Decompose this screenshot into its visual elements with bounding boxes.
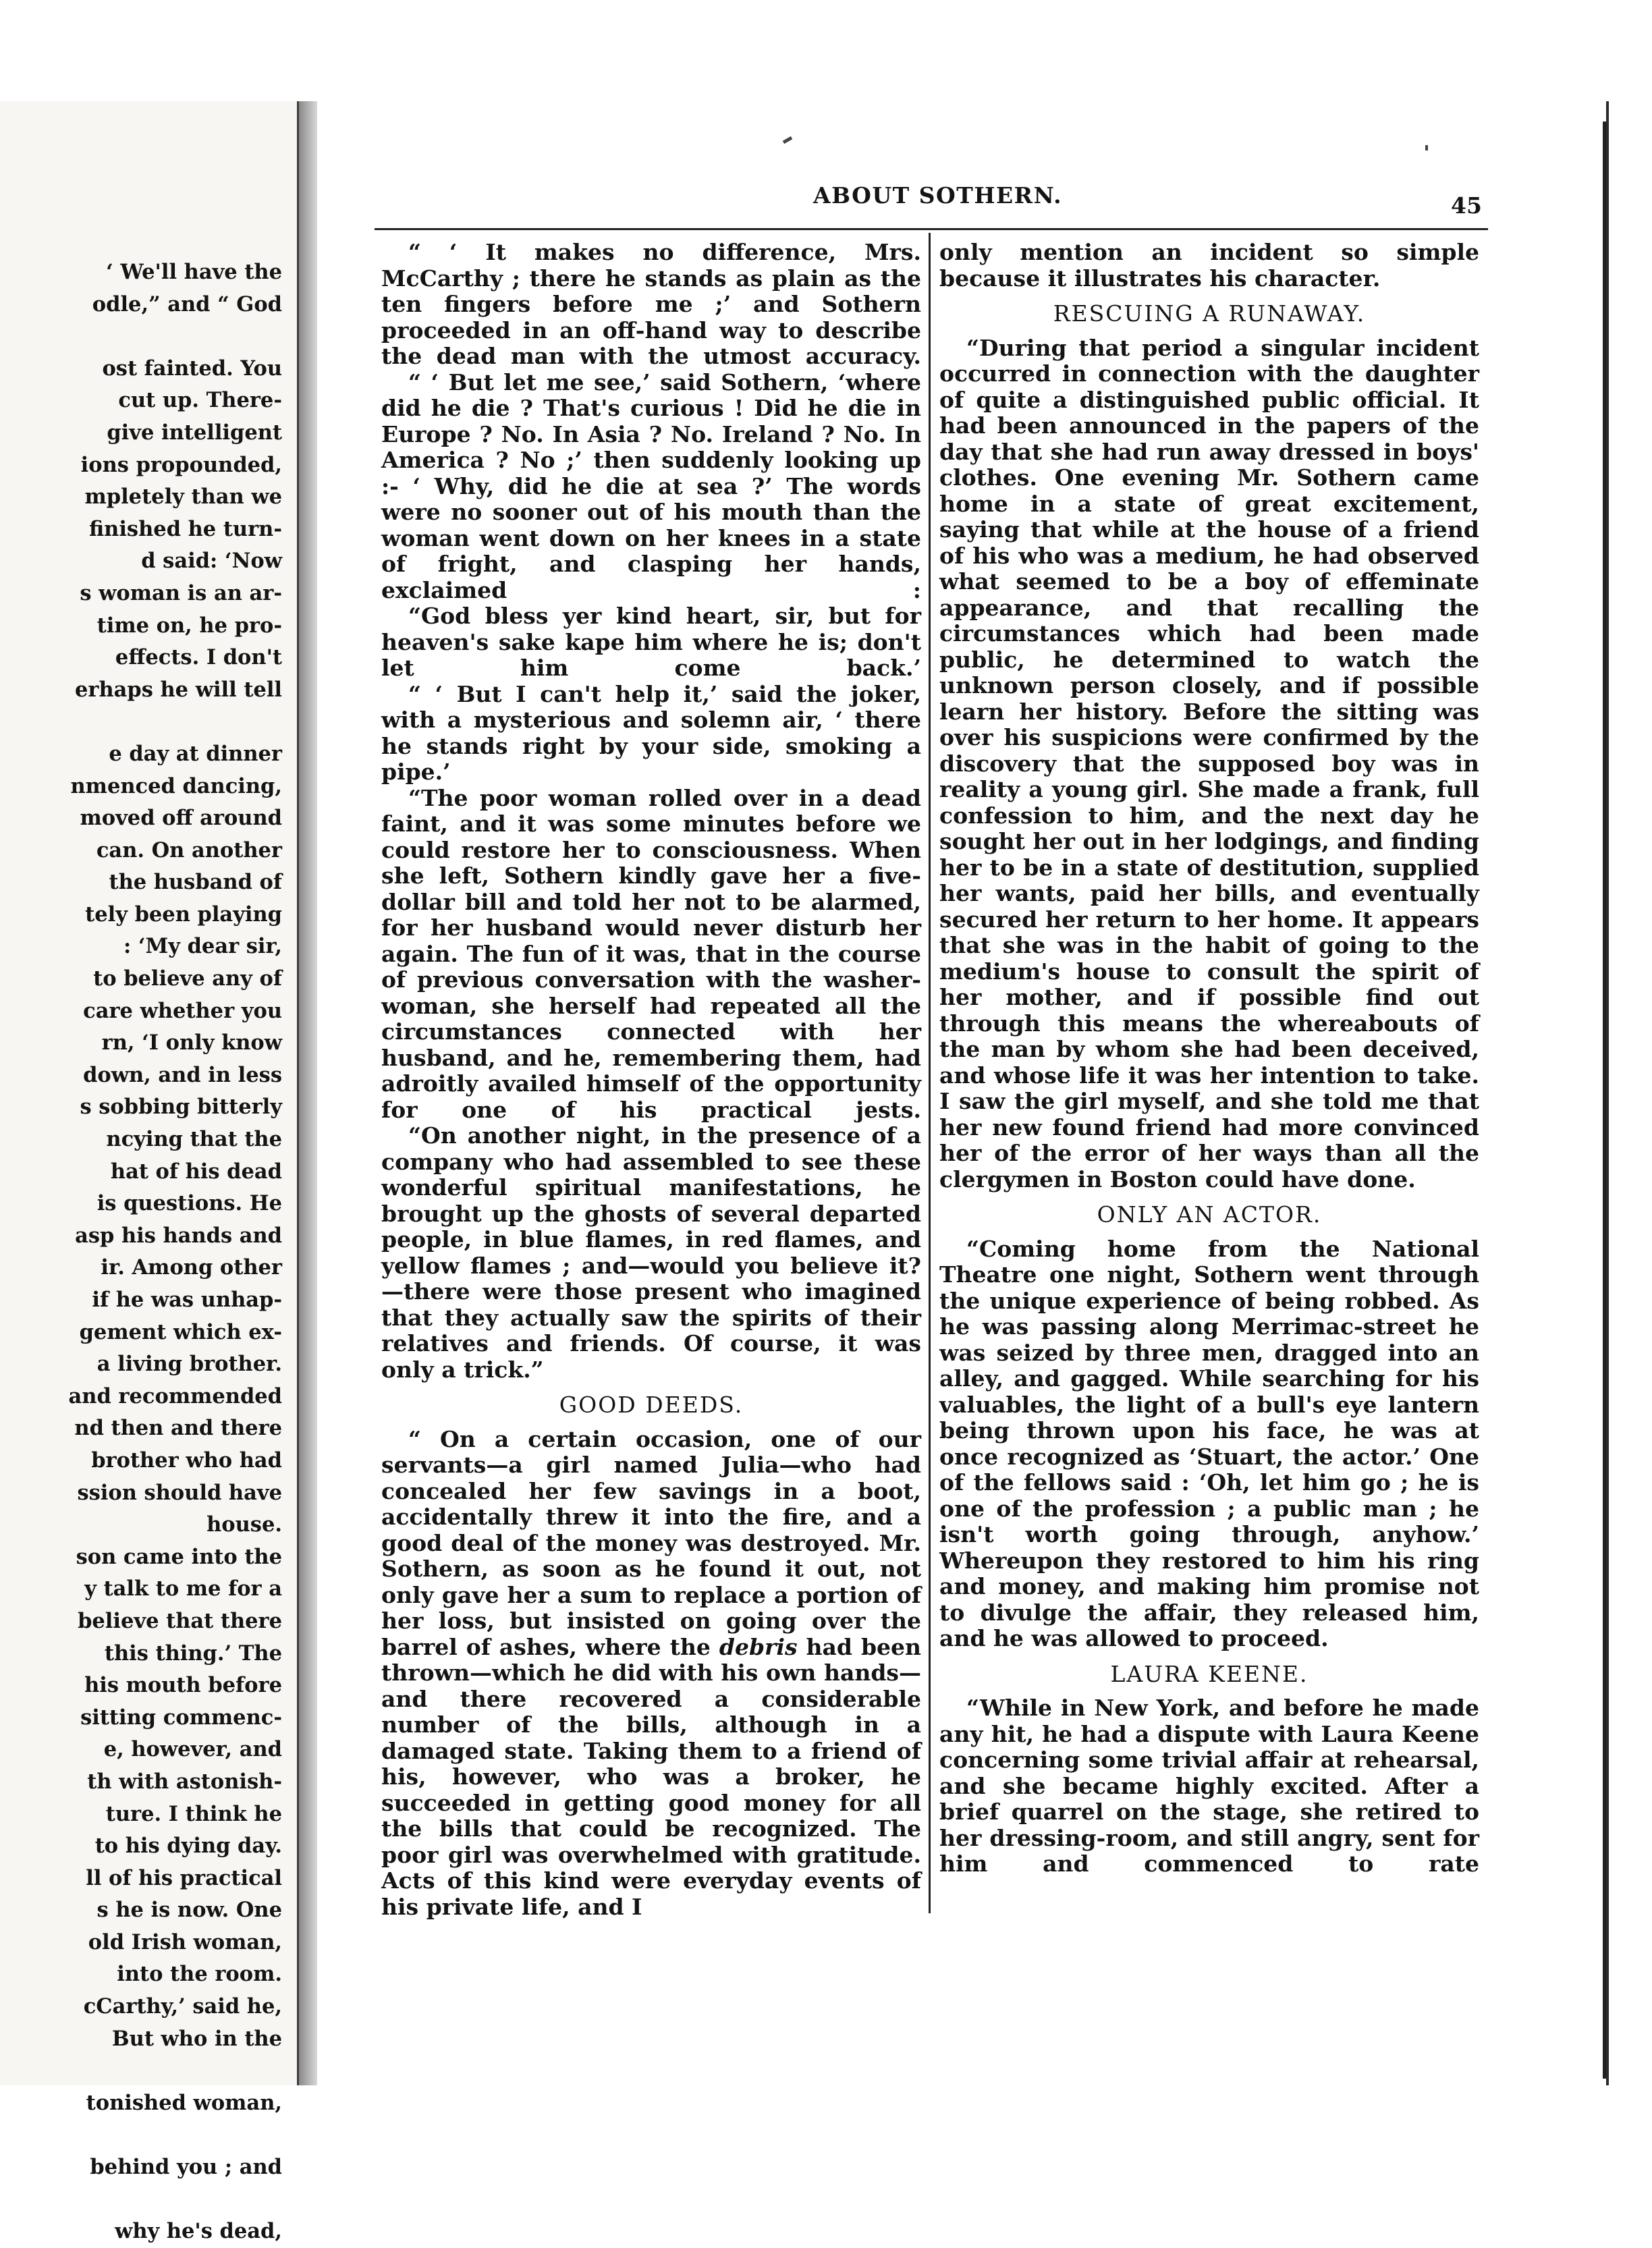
facing-page-line: why he's dead, (115, 2219, 282, 2244)
section-heading-rescuing: RESCUING A RUNAWAY. (1053, 300, 1366, 327)
facing-page-line: rn, ‘I only know (101, 1031, 282, 1056)
paragraph: only mention an incident so simple because it illustrates his character. (939, 239, 1479, 292)
facing-page-line: sitting commenc- (80, 1705, 282, 1730)
facing-page-line: nmenced dancing, (70, 773, 282, 798)
text-run: “ On a certain occasion, one of our servants—a girl named Julia—who had concealed her few savings in a boot, accidentally threw it into the fire, and a good deal of the money was destroyed. Mr. Sothern, as soon as he found it out, not only gave her a sum to replace a portion of her loss, but insisted on going over the barrel of ashes, where the (381, 1425, 921, 1660)
paragraph: “On another night, in the presence of a company who had assembled to see these wonderful spiritual manifestations, he brought up the ghosts of several departed people, in blue flames, in red flames, and yellow flames ; and—would you believe it?—there were those present who imagined that they actually saw the spirits of their relatives and friends. Of course, it was only a trick.” (381, 1122, 921, 1383)
page-number: 45 (1451, 192, 1482, 219)
facing-page-line: mpletely than we (84, 485, 282, 510)
column-divider (929, 233, 931, 1913)
header-rule (375, 228, 1488, 230)
facing-page-line: to his dying day. (94, 1834, 282, 1859)
facing-page-line: asp his hands and (75, 1223, 282, 1248)
facing-page-line: nd then and there (74, 1416, 282, 1441)
italic-word: debris (719, 1633, 798, 1660)
facing-page-line: to believe any of (93, 966, 282, 991)
facing-page-line: : ‘My dear sir, (123, 934, 282, 959)
facing-page-fragment (0, 101, 299, 2244)
facing-page-line: gement which ex- (79, 1319, 282, 1344)
facing-page-line: ncying that the (106, 1127, 282, 1152)
facing-page-text (0, 256, 282, 2248)
facing-page-line: tonished woman, (86, 2090, 282, 2115)
facing-page-line (0, 2184, 282, 2216)
facing-page-line: down, and in less (83, 1062, 282, 1087)
facing-page-line: if he was unhap- (92, 1288, 282, 1312)
ink-speck (1425, 145, 1428, 150)
facing-page-line: cut up. There- (118, 388, 282, 413)
facing-page-line: erhaps he will tell (74, 677, 282, 702)
facing-page-line: time on, he pro- (97, 613, 282, 638)
paragraph: “Coming home from the National Theatre one night, Sothern went through the unique experience of being robbed. As he was passing along Merrimac-street he was seized by three men, dragged into an alley, and gagged. While searching for his valuables, the light of a bull's eye lantern being thrown upon his face, he was at once recognized as ‘Stuart, the actor.’ One of the fellows said : ‘Oh, let him go ; he is one of the profession ; a public man ; he isn't worth going through, anyhow.’ Whereupon they restored to him his ring and money, and making him promise not to divulge the affair, they released him, and he was allowed to proceed. (939, 1235, 1479, 1651)
page-edge (1603, 121, 1606, 2079)
facing-page-line: can. On another (96, 838, 282, 862)
facing-page-line: ssion should have (77, 1480, 282, 1505)
facing-page-line (0, 2119, 282, 2151)
paragraph: “During that period a singular incident occurred in connection with the daughter of quite a distinguished public official. It had been announced in the papers of the day that she had run away dressed in boys' clothes. One evening Mr. Sothern came home in a state of great excitement, saying that while at the house of a friend of his who was a medium, he had observed what seemed to be a boy of effeminate appearance, and that recalling the circumstances which had been made public, he determined to watch the unknown person closely, and if possible learn her history. Before the sitting was over his suspicions were confirmed by the discovery that the supposed boy was in reality a young girl. She made a frank, full confession to him, and the next day he sought her out in her lodgings, and finding her to be in a state of destitution, supplied her wants, paid her bills, and eventually secured her return to her home. It appears that she was in the habit of going to the medium's house to consult the spirit of her mother, and if possible find out through this means the whereabouts of the man by whom she had been deceived, and whose life it was her intention to take. I saw the girl myself, and she told me that her new found friend had more convinced her of the error of her ways than all the clergymen in Boston could have done. (939, 334, 1479, 1192)
running-title: ABOUT SOTHERN. (813, 182, 1063, 209)
section-heading-good-deeds: GOOD DEEDS. (559, 1392, 744, 1418)
facing-page-line: into the room. (117, 1962, 282, 1987)
facing-page-line: behind you ; and (90, 2155, 282, 2180)
facing-page-line: is questions. He (97, 1191, 282, 1216)
facing-page-line (0, 321, 282, 353)
facing-page-line: tely been playing (85, 902, 282, 927)
facing-page-line: But who in the (111, 2026, 282, 2051)
facing-page-line: moved off around (80, 806, 282, 831)
facing-page-line: believe that there (78, 1608, 282, 1633)
facing-page-line: a living brother. (97, 1352, 282, 1377)
paragraph: “ ‘ But I can't help it,’ said the joker, with a mysterious and solemn air, ‘ there he stands right by your side, smoking a pipe.’ (381, 680, 921, 785)
facing-page-line: his mouth before (84, 1673, 282, 1698)
facing-page-line: s sobbing bitterly (80, 1095, 282, 1120)
facing-page-line: ir. Among other (101, 1255, 282, 1280)
paragraph: “ ‘ It makes no difference, Mrs. McCarthy ; there he stands as plain as the ten fingers before me ;’ and Sothern proceeded in an off-hand way to describe the dead man with the utmost accuracy. (381, 239, 921, 369)
facing-page-line: y talk to me for a (84, 1577, 282, 1601)
facing-page-line: ost fainted. You (102, 356, 282, 381)
text-column-left (381, 240, 921, 1920)
facing-page-line: s he is now. One (97, 1898, 282, 1923)
facing-page-line: old Irish woman, (88, 1929, 282, 1954)
facing-page-line: e day at dinner (109, 741, 282, 766)
facing-page-line: this thing.’ The (104, 1641, 282, 1666)
facing-page-line: th with astonish- (87, 1769, 282, 1794)
facing-page-line (0, 2055, 282, 2087)
paragraph-good-deeds (381, 1427, 921, 1921)
facing-page-line: ture. I think he (105, 1801, 282, 1826)
facing-page-line: and recommended (68, 1383, 282, 1408)
facing-page-line: odle,” and “ God (92, 292, 282, 317)
paragraph: “ ‘ But let me see,’ said Sothern, ‘where did he die ? That's curious ! Did he die in Europe ? No. In Asia ? No. Ireland ? No. In America ? No ;’ then suddenly looking up :- ‘ Why, did he die at sea ?’ The words were no sooner out of his mouth than the woman went down on her knees in a state of fright, and clasping her hands, exclaimed : (381, 368, 921, 603)
facing-page-line: brother who had (91, 1448, 282, 1473)
facing-page-line: ions propounded, (80, 452, 282, 477)
facing-page-line: house. (206, 1512, 282, 1537)
facing-page-line: give intelligent (107, 420, 282, 445)
text-column-right (939, 240, 1479, 1877)
facing-page-line: ll of his practical (86, 1865, 282, 1890)
text-run: had been thrown—which he did with his own hands—and there recovered a considerable number of the bills, although in a damaged state. Taking them to a friend of his, however, who was a broker, he succeeded in getting good money for all the bills that could be recognized. The poor girl was overwhelmed with gratitude. Acts of this kind were everyday events of his private life, and I (381, 1633, 921, 1920)
facing-page-line: ‘ We'll have the (106, 260, 282, 284)
section-heading-keene: LAURA KEENE. (1110, 1660, 1309, 1687)
facing-page-line: son came into the (76, 1544, 282, 1569)
paragraph: “God bless yer kind heart, sir, but for heaven's sake kape him where he is; don't let him come back.’ (381, 603, 921, 681)
paragraph: “While in New York, and before he made any hit, he had a dispute with Laura Keene concerning some trivial affair at rehearsal, and she became highly excited. After a brief quarrel on the stage, she retired to her dressing-room, and still angry, sent for him and commenced to rate (939, 1695, 1479, 1877)
facing-page-line: cCarthy,’ said he, (83, 1994, 282, 2019)
facing-page-line: effects. I don't (115, 645, 282, 670)
facing-page-line (0, 706, 282, 738)
facing-page-line: finished he turn- (89, 516, 282, 541)
facing-page-line: e, however, and (103, 1737, 282, 1762)
book-gutter (299, 101, 317, 2085)
paragraph: “The poor woman rolled over in a dead faint, and it was some minutes before we could restore her to consciousness. When she left, Sothern kindly gave her a five-dollar bill and told her not to be alarmed, for her husband would never disturb her again. The fun of it was, that in the course of previous conversation with the washer-woman, she herself had repeated all the circumstances connected with her husband, and he, remembering them, had adroitly availed himself of the opportunity for one of his practical jests. (381, 784, 921, 1123)
facing-page-line: d said: ‘Now (141, 549, 282, 574)
facing-page-line: s woman is an ar- (80, 580, 282, 605)
facing-page-line: the husband of (109, 870, 282, 895)
facing-page-line: hat of his dead (110, 1159, 282, 1184)
section-heading-actor: ONLY AN ACTOR. (1097, 1201, 1322, 1228)
facing-page-line: care whether you (83, 998, 282, 1023)
